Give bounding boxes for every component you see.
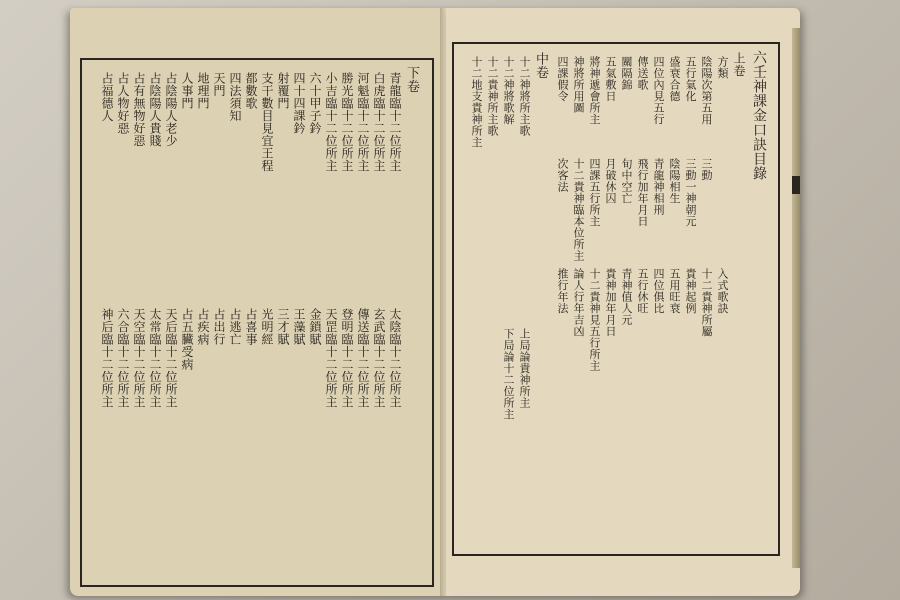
misc-18: 占福德人 bbox=[100, 72, 114, 122]
row-mid-6: 神后臨十二位所主 bbox=[100, 308, 114, 408]
rcol-8-top: 關隔錦 bbox=[620, 56, 633, 91]
misc-19: 占喜事 bbox=[244, 308, 258, 346]
catalog-title: 六壬神課金口訣目錄 bbox=[751, 50, 767, 181]
rcol-9-mid: 月破休囚 bbox=[604, 158, 617, 204]
rcol-8-bot: 青神值人元 bbox=[620, 268, 633, 326]
row-mid-4: 傳送臨十二位所主 bbox=[356, 308, 370, 408]
row-extra-1: 天罡臨十二位所主 bbox=[324, 308, 338, 408]
row-top-4: 玄武臨十二位所主 bbox=[372, 308, 386, 408]
rcol-5-bot: 五用旺衰 bbox=[668, 268, 681, 314]
misc-22: 占疾病 bbox=[196, 308, 210, 346]
rcol-5-top: 盛衰合德 bbox=[668, 56, 681, 102]
misc-6: 光明經 bbox=[260, 308, 274, 346]
rcol-12-mid: 次客法 bbox=[556, 158, 569, 193]
rcol-5-mid: 陰陽相生 bbox=[668, 158, 681, 204]
row-top-8: 六合臨十二位所主 bbox=[116, 308, 130, 408]
misc-15: 占陰陽人貴賤 bbox=[148, 72, 162, 147]
row-top-3: 太陰臨十二位所主 bbox=[388, 308, 402, 408]
rcol-4-bot: 貴神起例 bbox=[684, 268, 697, 314]
misc-10: 四法須知 bbox=[228, 72, 242, 122]
rcol-7-bot: 五行休旺 bbox=[636, 268, 649, 314]
misc-5: 三才賦 bbox=[276, 308, 290, 346]
row-top-2: 白虎臨十二位所主 bbox=[372, 72, 386, 172]
misc-4: 王藻賦 bbox=[292, 308, 306, 346]
rcol-3-top: 陰陽次第五用 bbox=[700, 56, 713, 125]
misc-23: 占五臟受病 bbox=[180, 308, 194, 371]
rcol-10-top: 將神遞會所主 bbox=[588, 56, 601, 125]
row-top-7: 天空臨十二位所主 bbox=[132, 308, 146, 408]
row-top-5: 天后臨十二位所主 bbox=[164, 308, 178, 408]
misc-13: 人事門 bbox=[180, 72, 194, 110]
left-page bbox=[70, 8, 452, 596]
section-lower-title: 下卷 bbox=[404, 66, 419, 93]
rcol-3-bot: 十二貴神所屬 bbox=[700, 268, 713, 337]
rcol-6-mid: 青龍神相刑 bbox=[652, 158, 665, 216]
rcol-12-bot: 推行年法 bbox=[556, 268, 569, 314]
rcol-9-bot: 貴神加年月日 bbox=[604, 268, 617, 337]
misc-11: 天門 bbox=[212, 72, 226, 97]
right-page bbox=[446, 8, 800, 596]
section-mid-title: 中卷 bbox=[533, 52, 548, 79]
rcol-1-top: 方類 bbox=[716, 56, 729, 79]
row-mid-3: 小吉臨十二位所主 bbox=[324, 72, 338, 172]
mid-col-6: 下局論十二位所主 bbox=[502, 328, 515, 420]
page-tab bbox=[792, 176, 800, 194]
page-edge bbox=[792, 28, 800, 568]
misc-2: 四十四課鈐 bbox=[292, 72, 306, 135]
rcol-4-top: 五行氣化 bbox=[684, 56, 697, 102]
rcol-11-top: 神將所用圖 bbox=[572, 56, 585, 114]
misc-17: 占人物好惡 bbox=[116, 72, 130, 135]
rcol-2-bot: 入式歌訣 bbox=[716, 268, 729, 314]
mid-col-1: 十二神將所主歌 bbox=[518, 56, 531, 137]
misc-21: 占出行 bbox=[212, 308, 226, 346]
misc-20: 占逃亡 bbox=[228, 308, 242, 346]
row-mid-2: 勝光臨十二位所主 bbox=[340, 72, 354, 172]
misc-9: 都數歌 bbox=[244, 72, 258, 110]
misc-8: 支干數目見宜王程 bbox=[260, 72, 274, 172]
row-top-1: 青龍臨十二位所主 bbox=[388, 72, 402, 172]
mid-col-4: 十二地支貴神所主 bbox=[470, 56, 483, 148]
rcol-10-bot: 十二貴神見五行所主 bbox=[588, 268, 601, 372]
misc-16: 占有無物好惡 bbox=[132, 72, 146, 147]
rcol-9-top: 五氣敷日 bbox=[604, 56, 617, 102]
section-upper-title: 上卷 bbox=[732, 52, 746, 77]
misc-1: 六十甲子鈐 bbox=[308, 72, 322, 135]
row-mid-1: 河魁臨十二位所主 bbox=[356, 72, 370, 172]
row-top-6: 太常臨十二位所主 bbox=[148, 308, 162, 408]
rcol-6-top: 四位內見五行 bbox=[652, 56, 665, 125]
rcol-11-mid: 十二貴神臨本位所主 bbox=[572, 158, 585, 262]
misc-3: 金鎖賦 bbox=[308, 308, 322, 346]
open-book bbox=[70, 8, 800, 596]
rcol-12-top: 四課假令 bbox=[556, 56, 569, 102]
rcol-11-bot: 論人行年吉凶 bbox=[572, 268, 585, 337]
mid-col-2: 十二神將歌解 bbox=[502, 56, 515, 125]
rcol-8-mid: 旬中空亡 bbox=[620, 158, 633, 204]
mid-col-5: 上局論貴神所主 bbox=[518, 328, 531, 409]
misc-12: 地理門 bbox=[196, 72, 210, 110]
rcol-10-mid: 四課五行所主 bbox=[588, 158, 601, 227]
row-mid-5: 登明臨十二位所主 bbox=[340, 308, 354, 408]
mid-col-3: 十二貴神所主歌 bbox=[486, 56, 499, 137]
rcol-7-mid: 飛行加年月日 bbox=[636, 158, 649, 227]
rcol-7-top: 傳送歌 bbox=[636, 56, 649, 91]
misc-14: 占陰陽人老少 bbox=[164, 72, 178, 147]
misc-7: 射覆門 bbox=[276, 72, 290, 110]
rcol-3-mid: 三動 bbox=[700, 158, 713, 181]
rcol-6-bot: 四位俱比 bbox=[652, 268, 665, 314]
rcol-4-mid: 三動一神朝元 bbox=[684, 158, 697, 227]
